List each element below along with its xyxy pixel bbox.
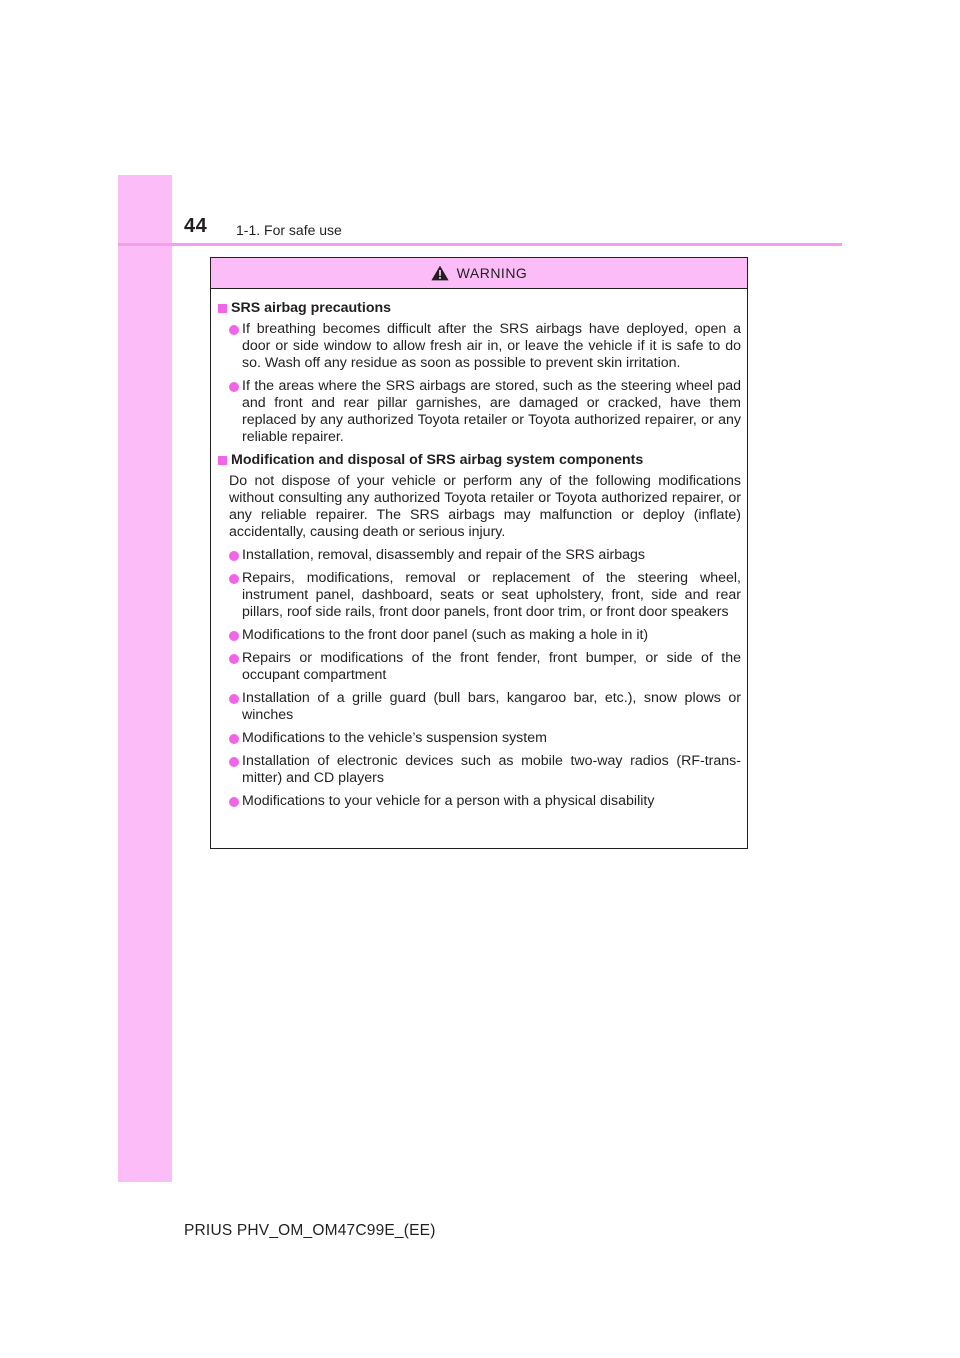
list-item: Installation, removal, disassembly and repair of the SRS airbags [218, 547, 741, 564]
list-item: Modifications to the vehicle’s suspension system [218, 730, 741, 747]
circle-bullet-icon [229, 734, 239, 744]
list-item: Repairs or modifications of the front fender, front bumper, or side of the occupant compartment [218, 650, 741, 684]
list-item: Modifications to the front door panel (such as making a hole in it) [218, 627, 741, 644]
bullet-list [218, 547, 741, 810]
circle-bullet-icon [229, 382, 239, 392]
circle-bullet-icon [229, 654, 239, 664]
circle-bullet-icon [229, 574, 239, 584]
square-bullet-icon [218, 456, 227, 465]
header-rule [118, 243, 842, 246]
list-item: Repairs, modifications, removal or replacement of the steering wheel, instrument panel, dashboard, seats or seat upholstery, front, side and rear pillars, roof side rails, front door panels, front door trim, or front door speakers [218, 570, 741, 621]
warning-title: WARNING [456, 265, 528, 281]
footer-doc-code: PRIUS PHV_OM_OM47C99E_(EE) [184, 1222, 436, 1239]
circle-bullet-icon [229, 631, 239, 641]
section-modification-disposal [218, 452, 741, 810]
circle-bullet-icon [229, 551, 239, 561]
section-paragraph: Do not dispose of your vehicle or perform any of the following modifications without consulting any authorized Toyota retailer or Toyota authorized repairer, or any reliable repairer. The SRS airbags may malfunction or deploy (inflate) accidentally, causing death or serious injury. [229, 473, 741, 540]
list-item: Installation of a grille guard (bull bars, kangaroo bar, etc.), snow plows or winches [218, 690, 741, 724]
page-number: 44 [184, 215, 208, 237]
list-item: Modifications to your vehicle for a person with a physical disability [218, 793, 741, 810]
section-heading: Modification and disposal of SRS airbag system components [218, 452, 741, 469]
side-strip [118, 175, 172, 1182]
circle-bullet-icon [229, 694, 239, 704]
section-title: 1-1. For safe use [236, 222, 342, 238]
list-item: If breathing becomes difficult after the SRS airbags have deployed, open a door or side window to allow fresh air in, or leave the vehicle if it is safe to do so. Wash off any residue as soon as possible to prevent skin irritation. [218, 321, 741, 372]
warning-body [211, 289, 747, 810]
list-item: If the areas where the SRS airbags are stored, such as the steering wheel pad and front and rear pillar garnishes, are damaged or cracked, have them replaced by any authorized Toyota retailer or Toyota authorized repairer, or any reliable repairer. [218, 378, 741, 446]
section-airbag-precautions [218, 300, 741, 446]
section-heading: SRS airbag precautions [218, 300, 741, 317]
warning-header [211, 258, 747, 289]
circle-bullet-icon [229, 757, 239, 767]
bullet-list [218, 321, 741, 446]
list-item: Installation of electronic devices such as mobile two-way radios (RF-trans-mitter) and CD players [218, 753, 741, 787]
warning-triangle-icon [431, 265, 449, 281]
circle-bullet-icon [229, 797, 239, 807]
circle-bullet-icon [229, 325, 239, 335]
square-bullet-icon [218, 304, 227, 313]
warning-box [210, 257, 748, 849]
